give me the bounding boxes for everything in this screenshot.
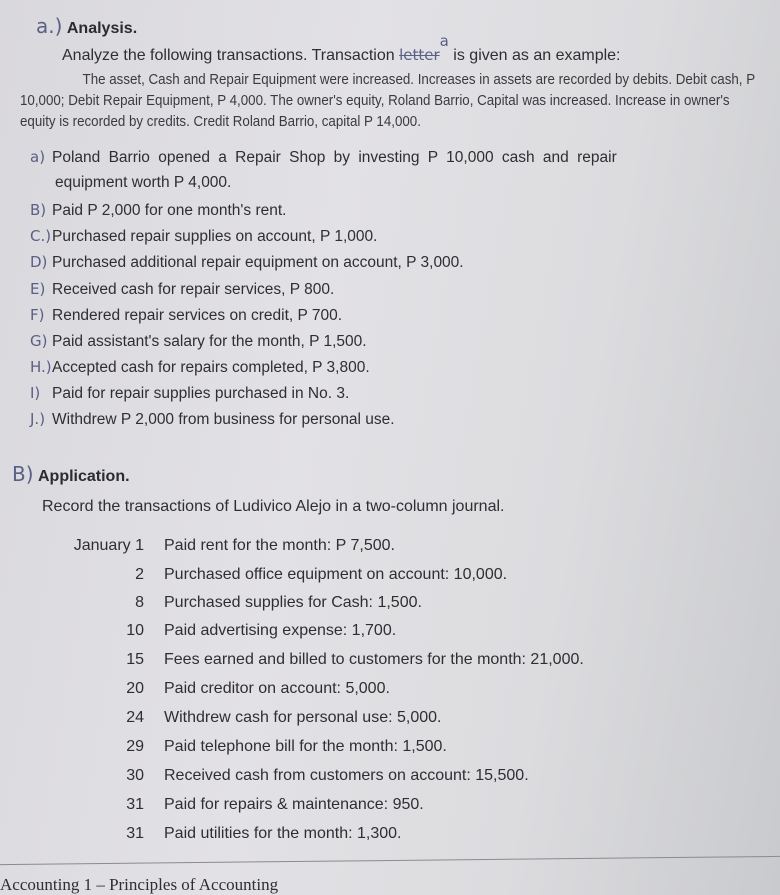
transaction-item	[30, 227, 377, 246]
transaction-item	[30, 410, 395, 429]
section-b-heading: Application.	[37, 468, 130, 485]
footer-divider	[0, 856, 780, 865]
journal-entry	[48, 738, 447, 756]
entry-date: 8	[135, 594, 144, 611]
item-text: Paid P 2,000 for one month's rent.	[52, 202, 287, 219]
item-marker: a)	[30, 148, 46, 166]
entry-date: 2	[135, 566, 144, 583]
journal-entry	[48, 566, 507, 584]
instruction-text-end: is given as an example:	[453, 47, 621, 64]
item-marker: C.)	[30, 227, 52, 245]
entry-date: 10	[126, 622, 144, 639]
handwritten-strikeout: letter	[399, 46, 440, 64]
item-marker: J.)	[30, 410, 46, 428]
transaction-item	[30, 201, 286, 220]
section-b-handwritten-marker: B)	[12, 462, 34, 486]
entry-text: Paid advertising expense: 1,700.	[164, 622, 397, 639]
entry-text: Paid utilities for the month: 1,300.	[164, 825, 402, 842]
handwritten-insert: a	[439, 32, 449, 50]
entry-date: 30	[126, 767, 144, 784]
item-text: Withdrew P 2,000 from business for personal use.	[52, 411, 395, 428]
entry-text: Fees earned and billed to customers for the month: 21,000.	[164, 651, 584, 668]
transaction-item	[30, 358, 370, 377]
journal-entry	[48, 651, 584, 669]
entry-date: 29	[126, 738, 144, 755]
transaction-item	[30, 332, 367, 351]
entry-text: Purchased office equipment on account: 10,000.	[164, 566, 508, 583]
item-marker: G)	[30, 332, 48, 350]
item-marker: I)	[30, 384, 41, 402]
journal-entry	[48, 594, 422, 612]
entry-date: 31	[126, 796, 144, 813]
journal-entry	[48, 796, 424, 814]
entry-date: 31	[126, 825, 144, 842]
entry-text: Withdrew cash for personal use: 5,000.	[164, 709, 442, 726]
transaction-item-continuation: equipment worth P 4,000.	[55, 174, 232, 191]
entry-date: 20	[126, 680, 144, 697]
transaction-item	[30, 148, 617, 167]
journal-entry	[48, 767, 529, 785]
item-text: Received cash for repair services, P 800.	[52, 281, 335, 298]
item-marker: F)	[30, 306, 45, 324]
transaction-item	[30, 280, 334, 299]
transaction-item	[30, 384, 349, 403]
section-b-heading-row	[12, 462, 130, 486]
transaction-item	[30, 253, 464, 272]
entry-text: Paid for repairs & maintenance: 950.	[164, 796, 424, 813]
item-marker: E)	[30, 280, 46, 298]
page-footer: Accounting 1 – Principles of Accounting	[0, 875, 279, 894]
section-a-heading: Analysis.	[66, 20, 138, 37]
entry-date: 24	[126, 709, 144, 726]
entry-text: Paid creditor on account: 5,000.	[164, 680, 390, 697]
instruction-text: Analyze the following transactions. Transaction	[62, 47, 395, 64]
transaction-item	[30, 306, 342, 325]
journal-entry	[48, 825, 401, 843]
item-marker: H.)	[30, 358, 52, 376]
entry-text: Paid rent for the month: P 7,500.	[164, 537, 395, 554]
entry-date: January 1	[73, 537, 144, 554]
section-a-heading-row	[36, 14, 137, 38]
section-a-instruction	[62, 32, 621, 65]
item-text: Accepted cash for repairs completed, P 3,800.	[52, 359, 370, 376]
example-paragraph: The asset, Cash and Repair Equipment were increased. Increases in assets are recorded by debits. Debit cash, P 10,000; Debit Repair Equipment, P 4,000. The owner's equity, Roland Barrio, Capital was increased. Increase in owner's equity is recorded by credits. Credit Roland Barrio, capital P 14,000.	[20, 72, 755, 130]
journal-entry	[48, 680, 390, 698]
item-text: Rendered repair services on credit, P 700.	[52, 307, 343, 324]
entry-text: Purchased supplies for Cash: 1,500.	[164, 594, 422, 611]
item-text: Poland Barrio opened a Repair Shop by investing P 10,000 cash and repair	[52, 149, 617, 166]
journal-entry	[48, 709, 441, 727]
journal-entry	[48, 537, 395, 555]
entry-text: Received cash from customers on account: 15,500.	[164, 767, 529, 784]
entry-text: Paid telephone bill for the month: 1,500.	[164, 738, 447, 755]
entry-date: 15	[126, 651, 144, 668]
journal-entry	[48, 622, 396, 640]
item-text: Purchased additional repair equipment on account, P 3,000.	[52, 254, 464, 271]
item-marker: D)	[30, 253, 48, 271]
section-b-instruction: Record the transactions of Ludivico Alejo in a two-column journal.	[42, 498, 505, 515]
item-text: Purchased repair supplies on account, P 1,000.	[52, 228, 378, 245]
item-text: Paid assistant's salary for the month, P 1,500.	[52, 333, 367, 350]
section-a-handwritten-marker: a.)	[36, 14, 63, 38]
item-marker: B)	[30, 201, 47, 219]
item-text: Paid for repair supplies purchased in No. 3.	[52, 385, 350, 402]
